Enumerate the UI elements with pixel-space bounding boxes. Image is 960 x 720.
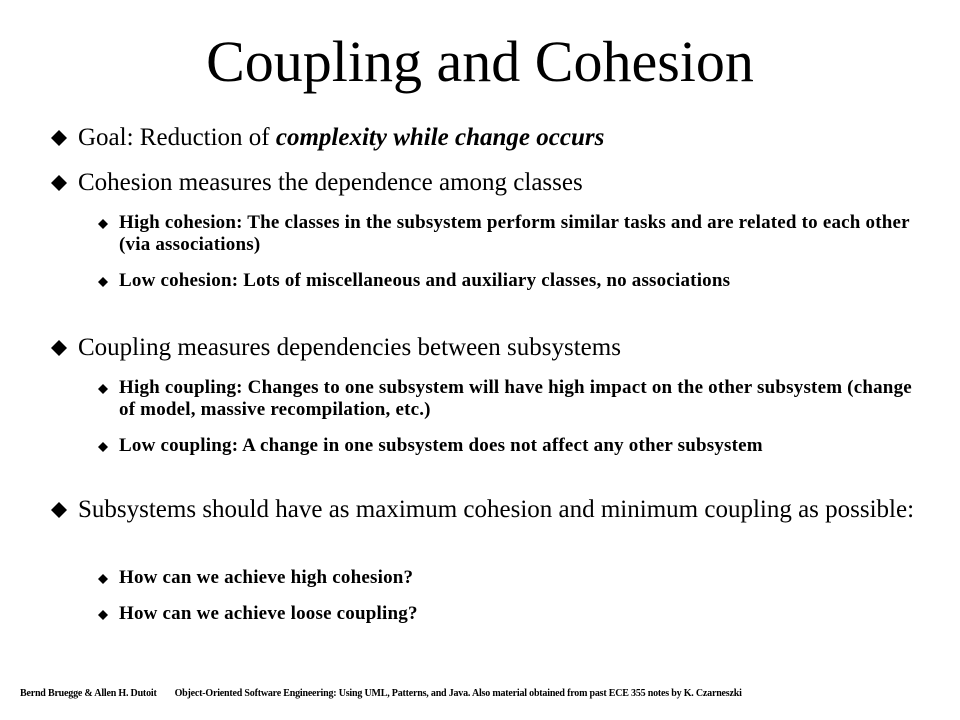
diamond-bullet-icon [98,574,108,584]
subbullet-high-cohesion-question [98,567,932,589]
diamond-bullet-icon [98,442,108,452]
bullet-text: Low cohesion: Lots of miscellaneous and auxiliary classes, no associations [119,270,731,291]
diamond-bullet-icon [51,130,67,146]
subbullet-low-cohesion [98,270,932,292]
goal-text: Goal: Reduction of [78,124,276,151]
bullet-cohesion [51,169,930,197]
diamond-bullet-icon [98,384,108,394]
bullet-text: High cohesion: The classes in the subsystem perform similar tasks and are related to each other (via associations) [119,212,910,255]
bullet-coupling [51,334,930,362]
bullet-text: Subsystems should have as maximum cohesion and minimum coupling as possible: [78,496,915,523]
bullet-goal [51,124,930,152]
slide-title: Coupling and Cohesion [206,29,754,94]
slide-footer [20,688,742,699]
subbullet-loose-coupling-question [98,603,932,625]
bullet-text: Low coupling: A change in one subsystem does not affect any other subsystem [119,435,763,456]
bullet-text [78,124,930,152]
subbullet-high-coupling [98,377,932,421]
diamond-bullet-icon [98,610,108,620]
footer-authors: Bernd Bruegge & Allen H. Dutoit [20,688,157,699]
goal-emphasis: complexity while change occurs [275,124,605,151]
diamond-bullet-icon [98,219,108,229]
bullet-text: How can we achieve high cohesion? [119,567,414,588]
footer-course: Object-Oriented Software Engineering: Using UML, Patterns, and Java. Also material obtained from past ECE 355 notes by K. Czarneszki [174,688,742,699]
diamond-bullet-icon [51,502,67,518]
bullet-subsystems [51,496,930,524]
bullet-text: How can we achieve loose coupling? [119,603,418,624]
bullet-text: High coupling: Changes to one subsystem will have high impact on the other subsystem (change of model, massive recompilation, etc.) [119,377,912,420]
subbullet-low-coupling [98,435,932,457]
diamond-bullet-icon [98,277,108,287]
subbullet-high-cohesion [98,212,932,256]
diamond-bullet-icon [51,340,67,356]
diamond-bullet-icon [51,175,67,191]
bullet-text: Coupling measures dependencies between subsystems [78,334,621,361]
bullet-text: Cohesion measures the dependence among classes [78,169,583,196]
